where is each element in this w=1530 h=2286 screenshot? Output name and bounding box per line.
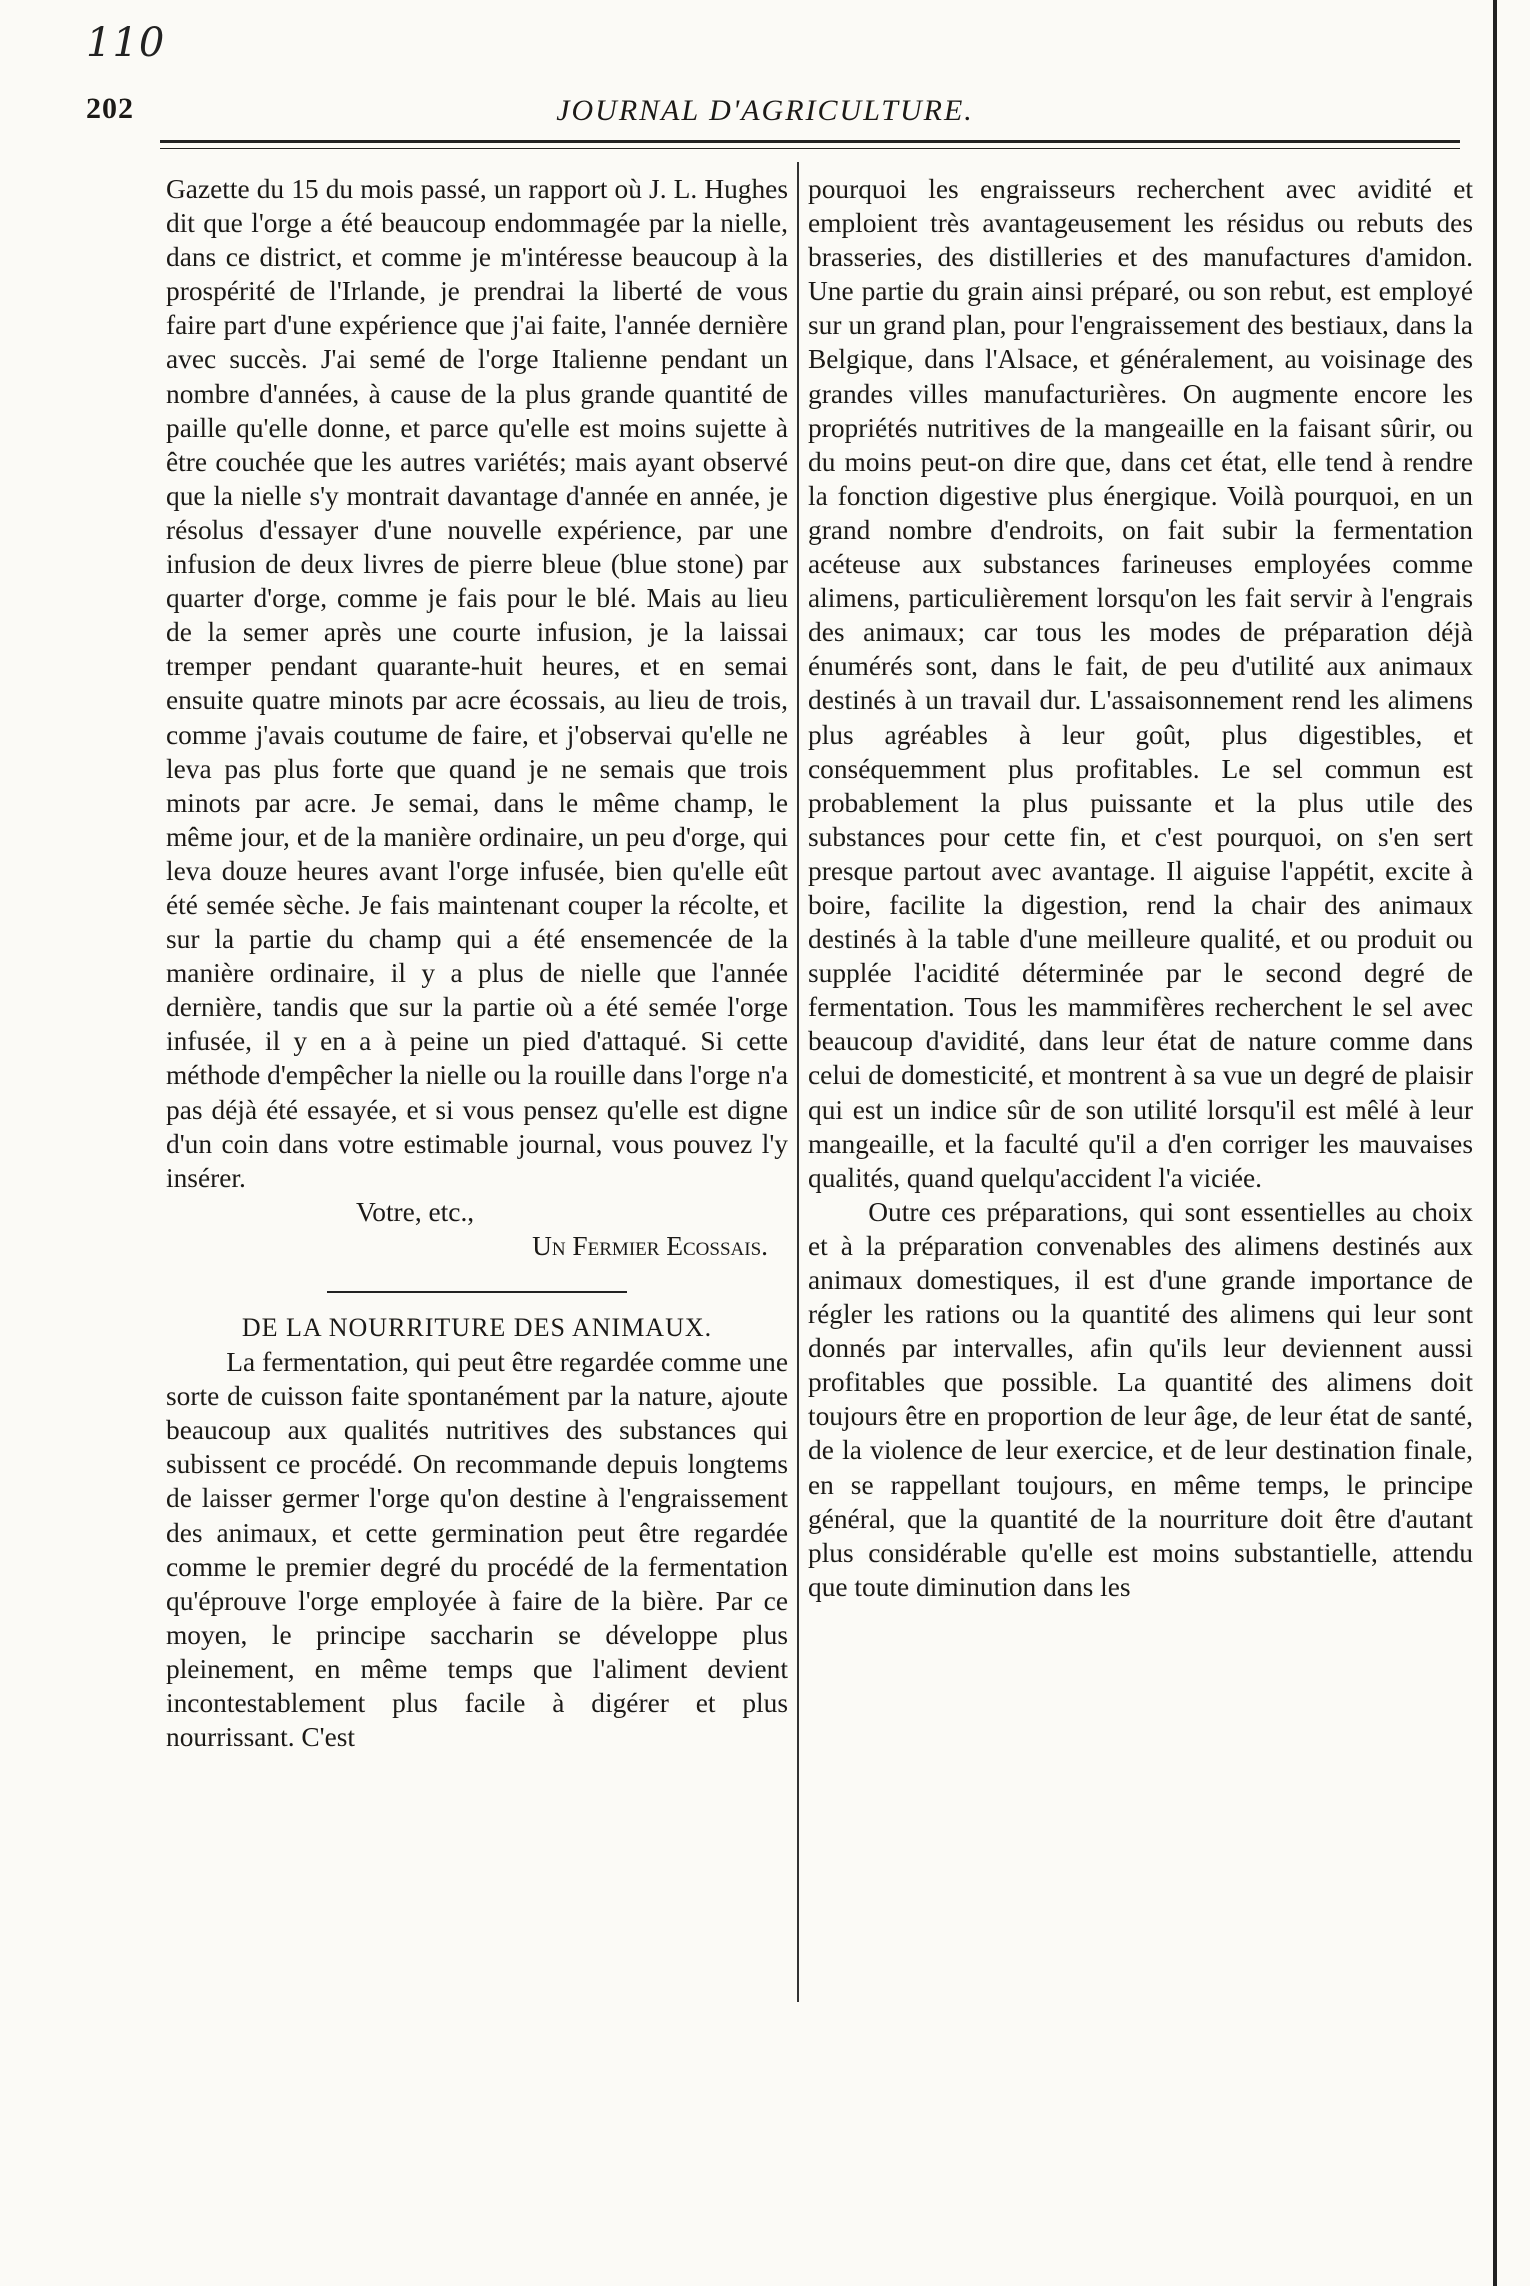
section-divider [327, 1291, 627, 1293]
letter-signature: Un Fermier Ecossais. [532, 1230, 768, 1261]
article-paragraph-1: pourquoi les engraisseurs recherchent avec avidité et emploient très avantageusement les résidus ou rebuts des brasseries, des distilleries et des manufactures d'amidon. Une partie du grain ainsi préparé, ou son rebut, est employé sur un grand plan, pour l'engraissement des bestiaux, dans la Belgique, dans l'Alsace, et généralement, au voisinage des grandes villes manufacturières. On augmente encore les propriétés nutritives de la mangeaille en la faisant sûrir, ou du moins peut-on dire que, dans cet état, elle tend à rendre la fonction digestive plus énergique. Voilà pourquoi, en un grand nombre d'endroits, on fait subir la fermentation acéteuse aux substances farineuses employées comme alimens, particulièrement lorsqu'on les fait servir à l'engrais des animaux; car tous les modes de préparation déjà énumérés sont, dans le fait, de peu d'utilité aux animaux destinés à un travail dur. L'assaisonnement rend les alimens plus agréables à leur goût, plus digestibles, et conséquemment plus profitables. Le sel commun est probablement la plus puissante et la plus utile des substances pour cette fin, et c'est pourquoi, on s'en sert presque partout avec avantage. Il aiguise l'appétit, excite à boire, facilite la digestion, rend la chair des animaux destinés à la table d'une meilleure qualité, et ou produit ou supplée l'acidité déterminée par le second degré de fermentation. Tous les mammifères recherchent le sel avec beaucoup d'avidité, dans leur état de nature comme dans celui de domesticité, et montrent à sa vue un degré de plaisir qui est un indice sûr de son utilité lorsqu'il est mêlé à leur mangeaille, et la faculté qu'il a d'en corriger les mauvaises qualités, quand quelqu'accident l'a viciée. [808, 174, 1473, 1193]
running-title: JOURNAL D'AGRICULTURE. [556, 94, 974, 127]
right-column [808, 172, 1473, 2262]
article-body: La fermentation, qui peut être regardée comme une sorte de cuisson faite spontanément par la nature, ajoute beaucoup aux qualités nutritives des substances qui subissent ce procédé. On recommande depuis longtems de laisser germer l'orge qu'on destine à l'engraissement des animaux, et cette germination peut être regardée comme le premier degré du procédé de la fermentation qu'éprouve l'orge employée à faire de la bière. Par ce moyen, le principe saccharin se développe plus pleinement, en même temps que l'aliment devient incontestablement plus facile à digérer et plus nourrissant. C'est [166, 1347, 788, 1753]
letter-body: Gazette du 15 du mois passé, un rapport où J. L. Hughes dit que l'orge a été beaucoup endommagée par la nielle, dans ce district, et comme je m'intéresse beaucoup à la prospérité de l'Irlande, je prendrai la liberté de vous faire part d'une expérience que j'ai faite, l'année dernière avec succès. J'ai semé de l'orge Italienne pendant un nombre d'années, à cause de la plus grande quantité de paille qu'elle donne, et parce qu'elle est moins sujette à être couchée que les autres variétés; mais ayant observé que la nielle s'y montrait davantage d'année en année, je résolus d'essayer d'une nouvelle expérience, par une infusion de deux livres de pierre bleue (blue stone) par quarter d'orge, comme je fais pour le blé. Mais au lieu de la semer après une courte infusion, je la laissai tremper pendant quarante-huit heures, et en semai ensuite quatre minots par acre écossais, au lieu de trois, comme j'avais coutume de faire, et j'observai qu'elle ne leva pas plus forte que quand je ne semais que trois minots par acre. Je semai, dans le même champ, le même jour, et de la manière ordinaire, un peu d'orge, qui leva douze heures avant l'orge infusée, bien qu'elle eût été semée sèche. Je fais maintenant couper la récolte, et sur la partie du champ qui a été ensemencée de la manière ordinaire, il y a plus de nielle que l'année dernière, tandis que sur la partie où a été semée l'orge infusée, il y en a à peine un pied d'attaqué. Si cette méthode d'empêcher la nielle ou la rouille dans l'orge n'a pas déjà été essayée, et si vous pensez qu'elle est digne d'un coin dans votre estimable journal, vous pouvez l'y insérer. [166, 174, 788, 1193]
section-title: DE LA NOURRITURE DES ANIMAUX. [241, 1313, 713, 1342]
handwritten-folio-number: 110 [86, 20, 166, 66]
column-divider [797, 162, 799, 2002]
letter-closing: Votre, etc., [356, 1196, 475, 1227]
page-number: 202 [86, 92, 134, 125]
article-paragraph-2: Outre ces préparations, qui sont essentielles au choix et à la préparation convenables des alimens destinés aux animaux domestiques, il est d'une grande importance de régler les rations ou la quantité des alimens qui leur sont donnés par intervalles, afin qu'ils leur deviennent aussi profitables que possible. La quantité des alimens doit toujours être en proportion de leur âge, de leur état de santé, de la violence de leur exercice, et de leur destination finale, en se rappellant toujours, en même temps, le principe général, que la quantité de la nourriture doit être d'autant plus considérable qu'elle est moins substantielle, attendu que toute diminution dans les [808, 1196, 1473, 1602]
left-column [166, 172, 788, 2262]
header-rule [160, 140, 1460, 149]
page-edge-line [1493, 0, 1497, 2286]
